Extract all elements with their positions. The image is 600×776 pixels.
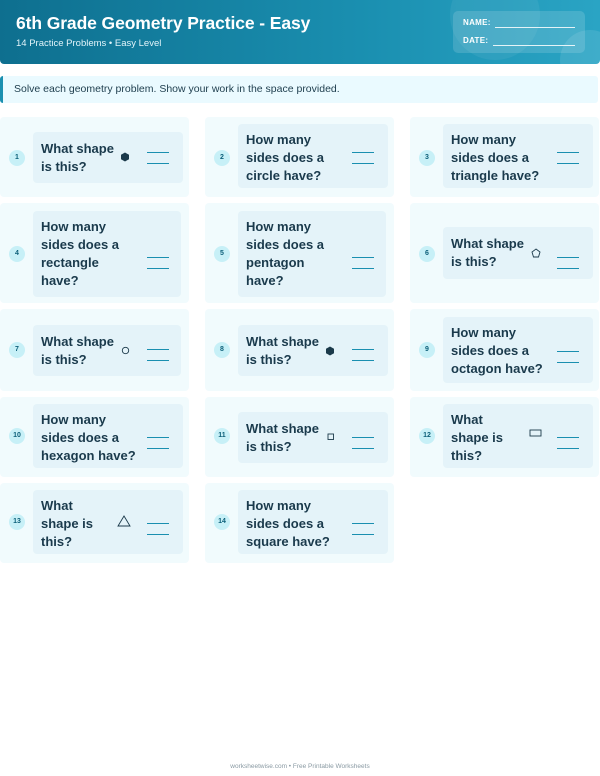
question-text: What shape is this? xyxy=(246,421,319,454)
answer-line[interactable] xyxy=(147,523,169,535)
answer-line[interactable] xyxy=(147,152,169,164)
answer-line[interactable] xyxy=(352,257,374,269)
problem-card-4 xyxy=(0,203,189,303)
problem-number-badge: 5 xyxy=(214,246,230,262)
problem-number-badge: 12 xyxy=(419,428,435,444)
question-text: How many sides does a rectangle have? xyxy=(41,219,120,288)
answer-line[interactable] xyxy=(557,257,579,269)
question-text: How many sides does a hexagon have? xyxy=(41,412,136,463)
name-label: NAME: xyxy=(463,18,491,27)
problem-card-2 xyxy=(205,117,394,197)
question-box xyxy=(443,317,593,383)
problem-number-badge: 1 xyxy=(9,150,25,166)
date-line[interactable] xyxy=(493,45,575,46)
question-box xyxy=(33,132,183,183)
date-label: DATE: xyxy=(463,36,489,45)
date-row xyxy=(463,36,488,45)
hexagon-filled-icon xyxy=(325,346,335,356)
answer-line[interactable] xyxy=(557,351,579,363)
instructions-box: Solve each geometry problem. Show your work in the space provided. xyxy=(0,76,598,103)
square-outline-icon xyxy=(327,433,335,441)
problem-card-9 xyxy=(410,309,599,391)
answer-line[interactable] xyxy=(557,437,579,449)
question-text: How many sides does a pentagon have? xyxy=(246,219,325,288)
problem-number-badge: 9 xyxy=(419,342,435,358)
answer-line[interactable] xyxy=(557,152,579,164)
problem-number-badge: 14 xyxy=(214,514,230,530)
problem-number-badge: 2 xyxy=(214,150,230,166)
question-box xyxy=(238,490,388,554)
name-date-box xyxy=(453,11,585,53)
problem-card-13 xyxy=(0,483,189,563)
rectangle-outline-icon xyxy=(529,429,543,438)
answer-line[interactable] xyxy=(147,257,169,269)
question-box xyxy=(238,124,388,188)
question-text: What shape is this? xyxy=(41,334,114,367)
problem-card-7 xyxy=(0,309,189,391)
problem-number-badge: 7 xyxy=(9,342,25,358)
problem-number-badge: 11 xyxy=(214,428,230,444)
problem-card-3 xyxy=(410,117,599,197)
question-box xyxy=(443,227,593,279)
problem-card-10 xyxy=(0,397,189,477)
problem-card-8 xyxy=(205,309,394,391)
pentagon-outline-icon xyxy=(531,248,541,258)
question-box xyxy=(238,211,386,297)
header-banner xyxy=(0,0,600,64)
name-line[interactable] xyxy=(495,27,575,28)
problem-number-badge: 13 xyxy=(9,514,25,530)
problem-number-badge: 10 xyxy=(9,428,25,444)
question-box xyxy=(443,404,593,468)
problem-number-badge: 3 xyxy=(419,150,435,166)
problem-card-5 xyxy=(205,203,394,303)
page-footer: worksheetwise.com • Free Printable Worksheets xyxy=(230,763,370,770)
problem-number-badge: 8 xyxy=(214,342,230,358)
triangle-outline-icon xyxy=(117,515,131,527)
question-text: What shape is this? xyxy=(246,334,319,367)
question-box xyxy=(33,211,181,297)
question-box xyxy=(33,325,181,376)
question-box xyxy=(443,124,593,188)
question-text: What shape is this? xyxy=(41,498,94,549)
problem-card-1 xyxy=(0,117,189,197)
problem-card-12 xyxy=(410,397,599,477)
question-box xyxy=(33,490,183,554)
question-box xyxy=(238,412,388,463)
problem-number-badge: 4 xyxy=(9,246,25,262)
problem-card-6 xyxy=(410,203,599,303)
answer-line[interactable] xyxy=(352,349,374,361)
page-title: 6th Grade Geometry Practice - Easy xyxy=(16,13,311,33)
answer-line[interactable] xyxy=(147,437,169,449)
answer-line[interactable] xyxy=(147,349,169,361)
question-box xyxy=(33,404,183,468)
question-text: How many sides does a circle have? xyxy=(246,132,325,183)
circle-outline-icon xyxy=(121,346,130,355)
hexagon-filled-icon xyxy=(120,152,130,162)
answer-line[interactable] xyxy=(352,152,374,164)
page-subtitle: 14 Practice Problems • Easy Level xyxy=(16,38,162,49)
question-text: What shape is this? xyxy=(41,141,114,174)
question-box xyxy=(238,325,388,376)
question-text: What shape is this? xyxy=(451,412,504,463)
problem-number-badge: 6 xyxy=(419,246,435,262)
question-text: What shape is this? xyxy=(451,236,524,269)
question-text: How many sides does a octagon have? xyxy=(451,325,543,376)
name-row xyxy=(463,18,491,27)
problem-card-14 xyxy=(205,483,394,563)
problem-card-11 xyxy=(205,397,394,477)
question-text: How many sides does a triangle have? xyxy=(451,132,540,183)
question-text: How many sides does a square have? xyxy=(246,498,330,549)
answer-line[interactable] xyxy=(352,437,374,449)
answer-line[interactable] xyxy=(352,523,374,535)
